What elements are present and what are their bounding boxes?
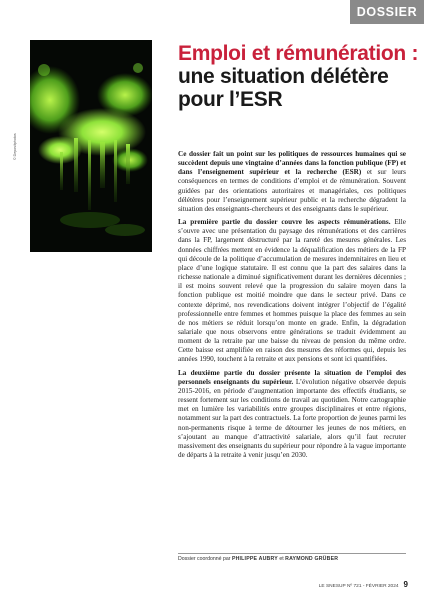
part2-paragraph [178,369,406,461]
part2-lead: La deuxième partie du dossier présente la situation de l’emploi des personnels enseignants du supérieur. [178,368,406,386]
section-tag: DOSSIER [350,0,424,24]
page-number: 9 [403,580,408,589]
article-title [178,42,419,111]
title-line-3: pour l’ESR [178,88,283,111]
coordinator-1: PHILIPPE AUBRY [231,556,278,562]
intro-paragraph [178,150,406,214]
publication-info: LE SNESUP Nº 721 - FÉVRIER 2024 [318,584,399,589]
part2-text: L’évolution négative observée depuis 2015-2016, en période d’augmentation importante des effectifs étudiants, se ressent fortement sur les conditions de travail au quotidien. Notre cartographie met en lumière les variabilités entre groupes disciplinaires et entre régions, notamment sur la part des contractuels. La forte proportion de jeunes parmi les non-permanents risque à terme de détourner les jeunes de nos métiers, en s’ajoutant au manque d’attractivité salariale, alors qu’il faut recruter massivement des enseignants du supérieur pour répondre à la vague importante de départs à la retraite à venir jusqu’en 2030. [178,377,406,459]
photo-credit: © Depositphotos [13,133,17,160]
title-line-2: une situation délétère [178,65,389,88]
cover-photo [30,40,152,252]
article-body [178,150,406,460]
title-line-1: Emploi et rémunération : [178,42,419,65]
green-abstract-image [30,40,152,252]
coordination-connector: et [279,556,284,562]
part1-paragraph [178,218,406,365]
page-footer [319,580,408,589]
intro-lead: Ce dossier fait un point sur les politiques de ressources humaines qui se succèdent depuis une vingtaine d’années dans la fonction publique (FP) et dans l’enseignement supérieur et la recherche (ESR) [178,150,406,177]
coordinator-2: RAYMOND GRÜBER [285,556,339,562]
coordination-prefix: Dossier coordonné par [178,556,231,562]
divider [178,553,406,554]
part1-text: Elle s’ouvre avec une présentation du paysage des rémunérations et des carrières dans la FP, largement déstructuré par la rareté des mesures générales. Les données chiffrées mettent en évidence la déqualification des métiers de la FP qui découle de la politique d’accumulation de mesures indemnitaires en lieu et place d’une logique statutaire. Il est connu que la part des salaires dans la richesse nationale a diminué significativement durant les dernières décennies ; il est moins souvent relevé que la progression du salaire moyen dans la fonction publique est moitié moindre que dans le secteur privé. Dans ce contexte déprimé, nos revendications doivent intégrer l’objectif de l’égalité professionnelle entre femmes et hommes puisque la place des femmes au sein de nos métiers se réduit lorsqu’on monte en grade. Enfin, la dégradation salariale que nous observons entre générations se traduit évidemment au moment de la retraite par une baisse du niveau de pension du même ordre. Cette baisse est amplifiée en raison des mesures des réformes qui, depuis les années 1990, touchent à la retraite et aux pensions et sont ici quantifiées. [178,218,406,364]
intro-text: et sur leurs conséquences en termes de conditions d’emploi et de rémunération. Souvent guidées par des orientations autoritaires et managériales, ces politiques délétères pour l’enseignement supérieur public et la recherche dégradent la situation des enseignants-chercheurs et des enseignants dans le supérieur. [178,168,406,213]
coordination-credit [178,556,406,562]
part1-lead: La première partie du dossier couvre les aspects rémunérations. [178,218,391,227]
